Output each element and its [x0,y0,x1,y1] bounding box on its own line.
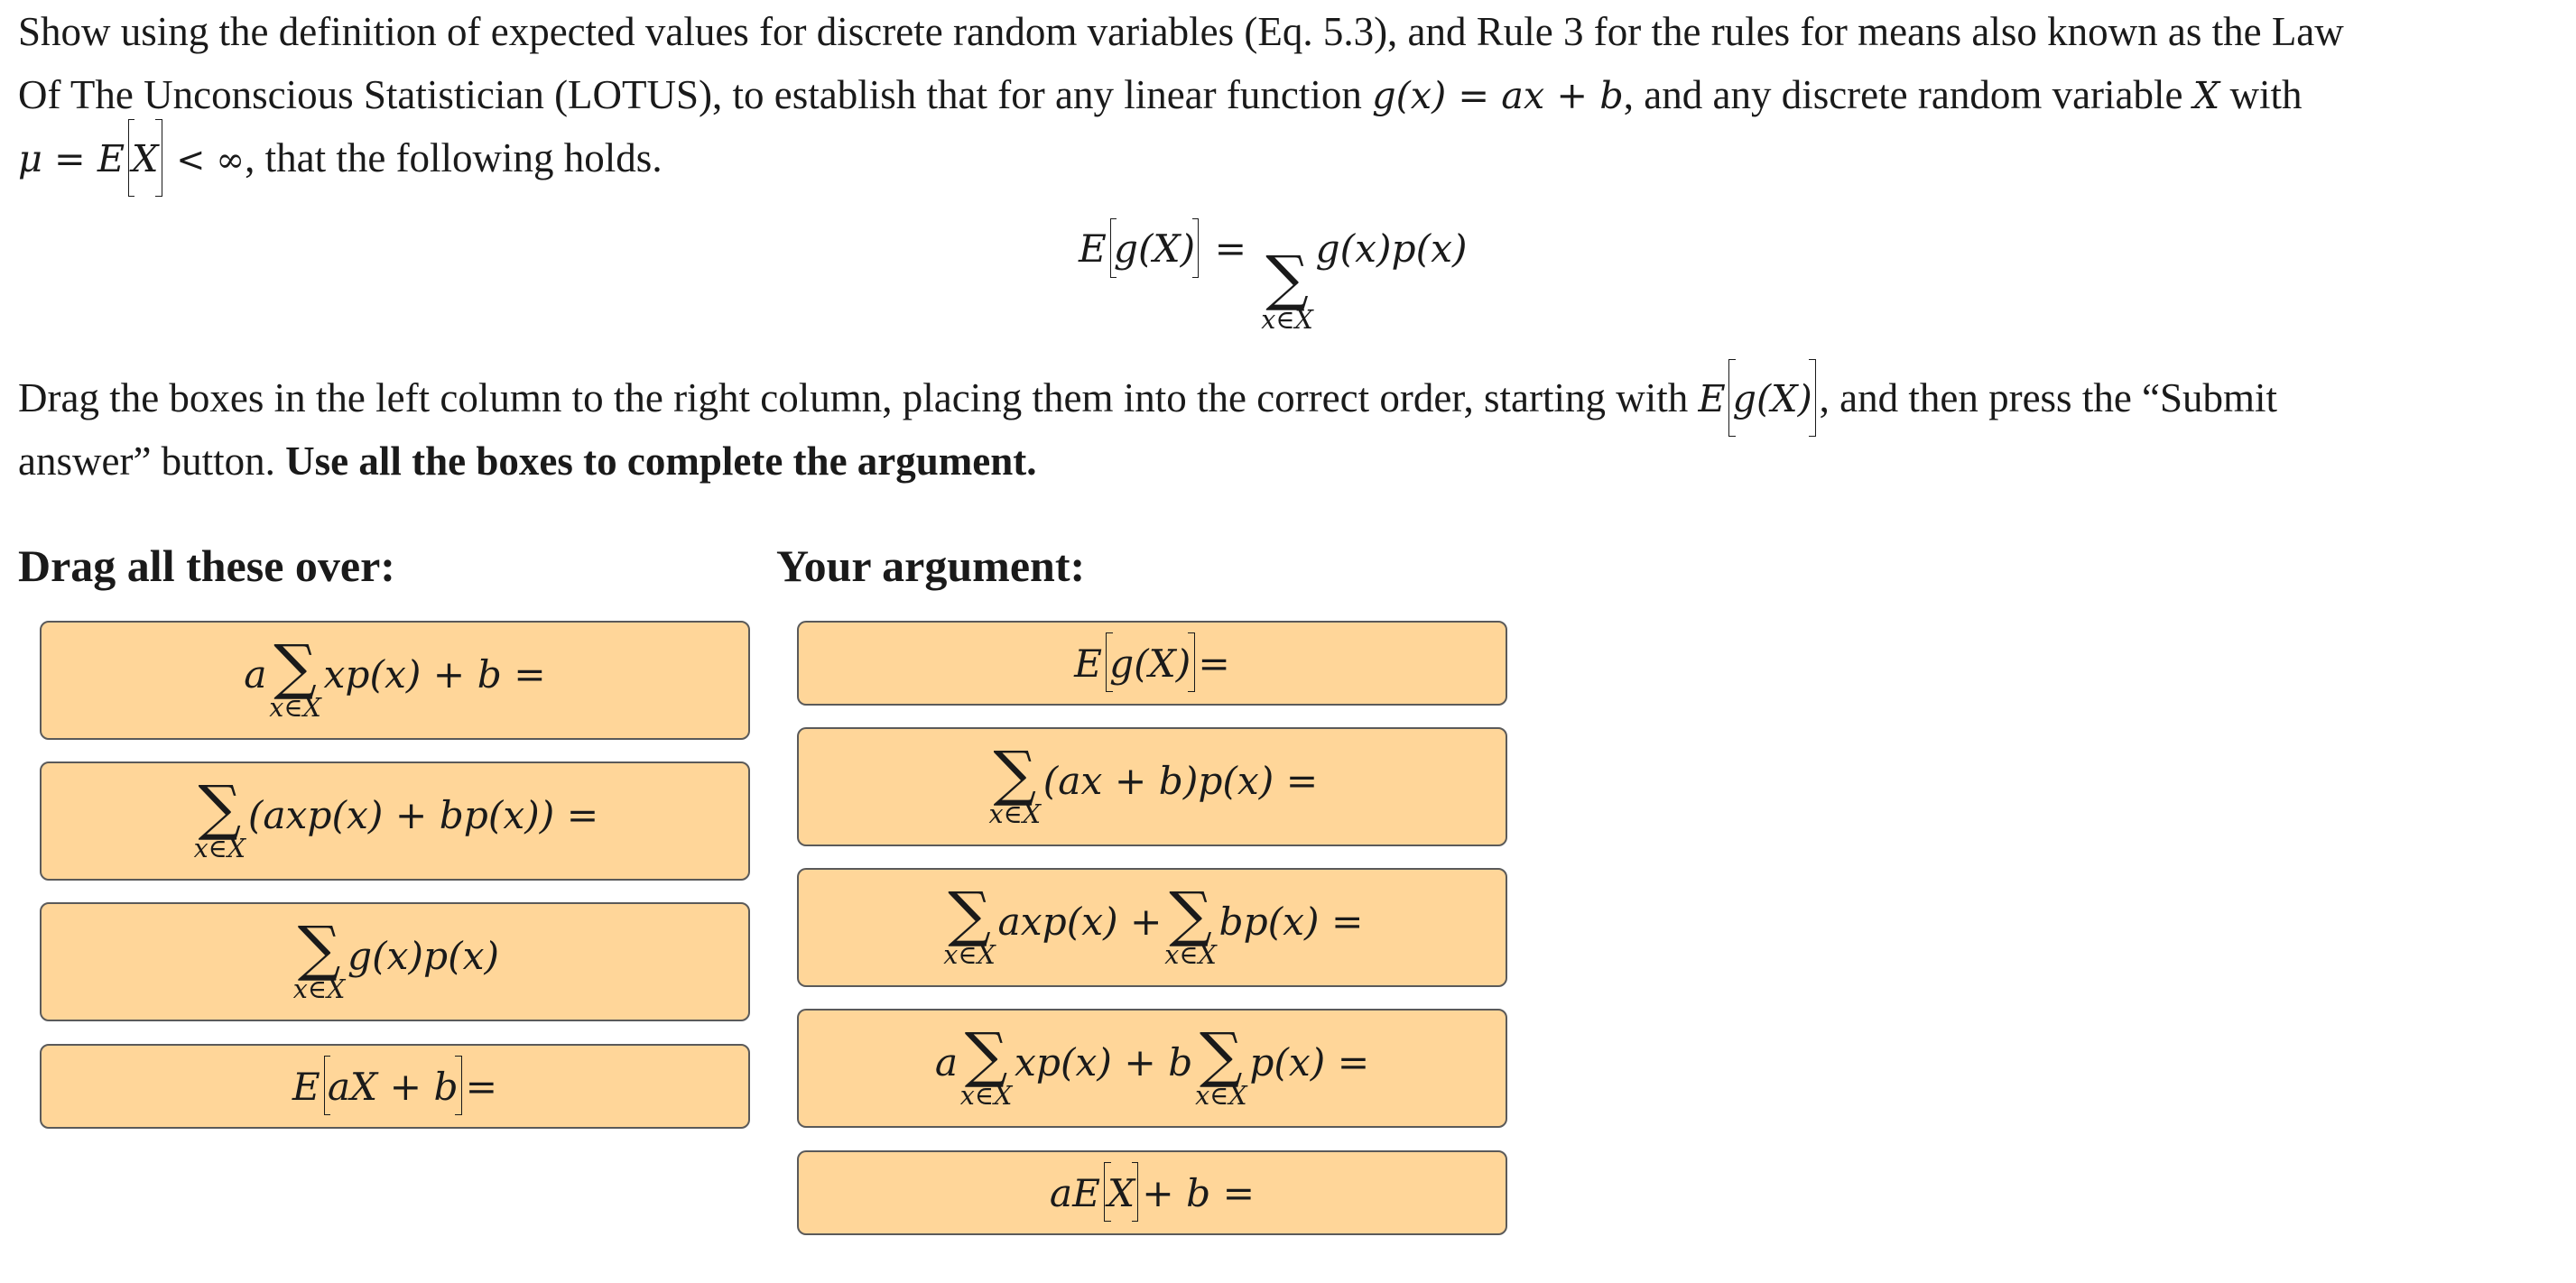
question-line-1 [18,0,2545,63]
instruction-math-inner: g(X) [1730,367,1813,430]
instruction-line-2 [18,429,2545,493]
instruction-line-1 [18,366,2545,430]
question-line-2 [18,63,2545,127]
expectation-symbol: E [1079,226,1107,271]
question-line-3 [18,126,2545,191]
question-intro-text: Show using the definition of expected values for discrete random variables (Eq. 5.3), and Rule 3 for the rules for means also known as the Law [18,9,2344,54]
answer-box-split-sums[interactable]: ∑ x∈X axp(x) + ∑ x∈X bp(x) = [797,868,1507,987]
answer-box-expectation-gX[interactable]: E g(X) = [797,621,1507,706]
answer-box-sum-ax-plus-b-px[interactable]: ∑ x∈X (ax + b)p(x) = [797,727,1507,846]
question-text-fragment: Of The Unconscious Statistician (LOTUS), to establish that for any linear function [18,72,1373,117]
instruction-text-fragment: Drag the boxes in the left column to the right column, placing them into the correct order, starting with [18,375,1699,420]
instruction-emphasis: Use all the boxes to complete the argument. [285,438,1037,484]
instruction-text-fragment: , and then press the “Submit [1819,375,2278,420]
question-text-fragment: , that the following holds. [245,135,663,180]
display-equation [1079,224,1467,333]
expectation-argument: g(X) [1112,226,1197,271]
answer-box-aEX-plus-b[interactable]: aE X + b = [797,1150,1507,1235]
draggable-box-expectation-aX-plus-b[interactable]: E aX + b = [40,1044,750,1129]
instruction-math: E [1698,377,1726,420]
right-column-heading: Your argument: [776,540,1086,591]
summation-symbol: ∑ x∈X [1261,243,1313,335]
question-text-fragment: with [2219,72,2303,117]
answer-box-factored-sums[interactable]: a ∑ x∈X xp(x) + b ∑ x∈X p(x) = [797,1009,1507,1128]
draggable-box-a-sum-xpx-plus-b[interactable]: a ∑ x∈X xp(x) + b = [40,621,750,740]
random-variable-math: X [2192,74,2220,117]
linear-function-math: g(x) = ax + b [1372,74,1624,117]
equals-sign: = [1202,226,1259,271]
draggable-box-sum-axpx-plus-bpx[interactable]: ∑ x∈X (axp(x) + bp(x)) = [40,761,750,881]
draggable-box-sum-gxpx[interactable]: ∑ x∈X g(x)p(x) [40,902,750,1021]
instruction-text-fragment: answer” button. [18,438,286,484]
mean-definition-math: μ = E X < ∞ [18,137,245,180]
summand: g(x)p(x) [1315,226,1468,271]
left-column-heading: Drag all these over: [18,540,395,591]
question-text-fragment: , and any discrete random variable [1623,72,2193,117]
